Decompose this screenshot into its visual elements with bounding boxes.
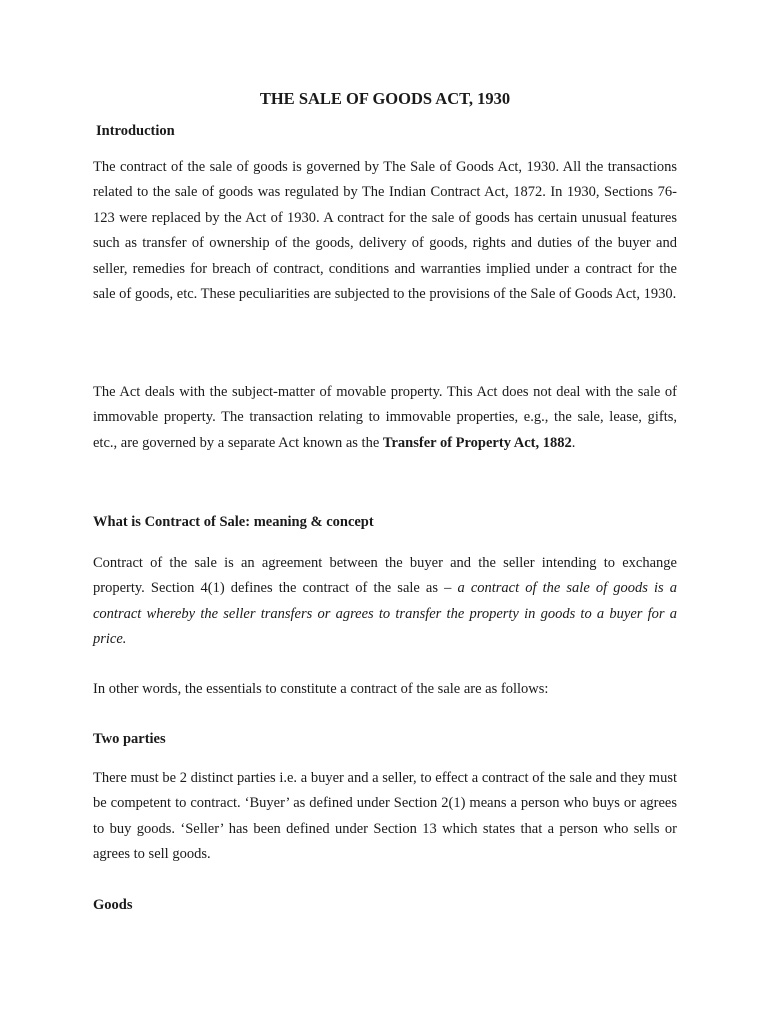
movable-property-paragraph bbox=[93, 380, 677, 456]
contract-of-sale-heading: What is Contract of Sale: meaning & concept bbox=[93, 514, 374, 530]
introduction-heading: Introduction bbox=[96, 123, 175, 139]
two-parties-heading: Two parties bbox=[93, 731, 166, 747]
essentials-paragraph: In other words, the essentials to constitute a contract of the sale are as follows: bbox=[93, 681, 549, 697]
document-page bbox=[93, 0, 677, 1024]
contract-of-sale-paragraph bbox=[93, 551, 677, 653]
document-title: THE SALE OF GOODS ACT, 1930 bbox=[259, 89, 511, 108]
introduction-paragraph: The contract of the sale of goods is governed by The Sale of Goods Act, 1930. All the transactions related to the sale of goods was regulated by The Indian Contract Act, 1872. In 1930, Sections 76-123 were replaced by the Act of 1930. A contract for the sale of goods has certain unusual features such as transfer of ownership of the goods, delivery of goods, rights and duties of the buyer and seller, remedies for breach of contract, conditions and warranties implied under a contract for the sale of goods, etc. These peculiarities are subjected to the provisions of the Sale of Goods Act, 1930. bbox=[93, 159, 677, 303]
movable-property-end: . bbox=[571, 434, 576, 451]
contract-of-sale-text: Contract of the sale is an agreement between the buyer and the seller intending to exchange property. Section 4(1) defines the contract of the sale as – bbox=[93, 555, 677, 597]
goods-heading: Goods bbox=[93, 897, 133, 913]
movable-property-text: The Act deals with the subject-matter of movable property. This Act does not deal with the sale of immovable property. The transaction relating to immovable properties, e.g., the sale, lease, gifts, etc., are governed by a separate Act known as the bbox=[93, 384, 677, 451]
contract-of-sale-definition: a contract of the sale of goods is a contract whereby the seller transfers or agrees to transfer the property in goods to a buyer for a price. bbox=[93, 580, 678, 648]
transfer-of-property-act-reference: Transfer of Property Act, 1882 bbox=[382, 434, 572, 451]
two-parties-paragraph: There must be 2 distinct parties i.e. a buyer and a seller, to effect a contract of the sale and they must be competent to contract. ‘Buyer’ as defined under Section 2(1) means a person who buys or agrees to buy goods. ‘Seller’ has been defined under Section 13 which states that a person who sells or agrees to sell goods. bbox=[93, 770, 677, 863]
